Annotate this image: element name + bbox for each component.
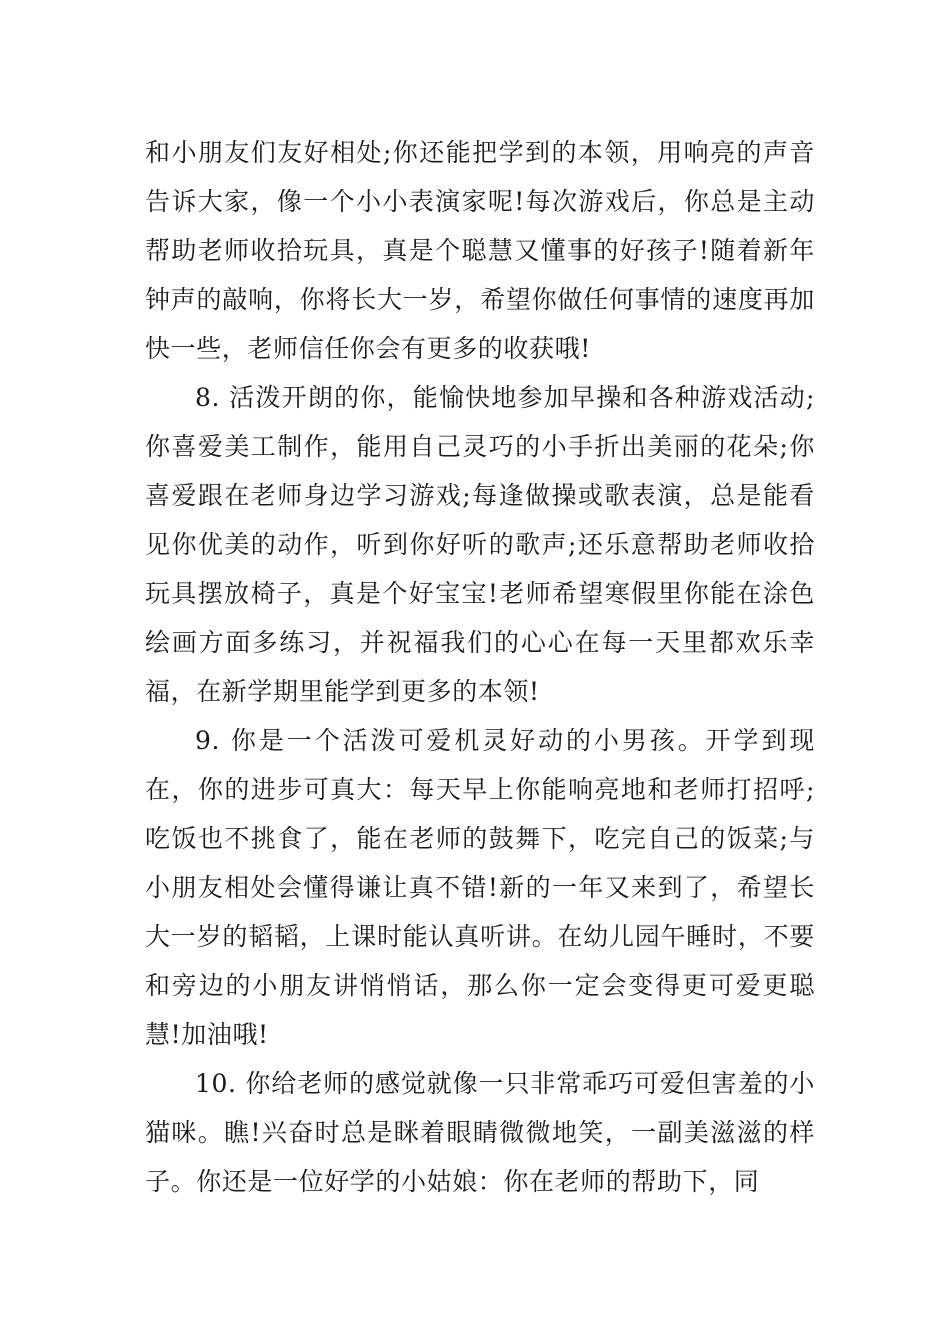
document-body xyxy=(145,128,815,1206)
paragraph-item-9: 9. 你是一个活泼可爱机灵好动的小男孩。开学到现在，你的进步可真大：每天早上你能响亮地和老师打招呼;吃饭也不挑食了，能在老师的鼓舞下，吃完自己的饭菜;与小朋友相处会懂得谦让真不错!新的一年又来到了，希望长大一岁的韬韬，上课时能认真听讲。在幼儿园午睡时，不要和旁边的小朋友讲悄悄话，那么你一定会变得更可爱更聪慧!加油哦! xyxy=(145,726,815,1049)
paragraph-item-10: 10. 你给老师的感觉就像一只非常乖巧可爱但害羞的小猫咪。瞧!兴奋时总是眯着眼睛微微地笑，一副美滋滋的样子。你还是一位好学的小姑娘：你在老师的帮助下，同 xyxy=(145,1069,815,1196)
paragraph-item-8: 8. 活泼开朗的你，能愉快地参加早操和各种游戏活动;你喜爱美工制作，能用自己灵巧的小手折出美丽的花朵;你喜爱跟在老师身边学习游戏;每逢做操或歌表演，总是能看见你优美的动作，听到你好听的歌声;还乐意帮助老师收拾玩具摆放椅子，真是个好宝宝!老师希望寒假里你能在涂色绘画方面多练习，并祝福我们的心心在每一天里都欢乐幸福，在新学期里能学到更多的本领! xyxy=(145,383,815,706)
paragraph-continuation: 和小朋友们友好相处;你还能把学到的本领，用响亮的声音告诉大家，像一个小小表演家呢!每次游戏后，你总是主动帮助老师收拾玩具，真是个聪慧又懂事的好孩子!随着新年钟声的敲响，你将长大一岁，希望你做任何事情的速度再加快一些，老师信任你会有更多的收获哦! xyxy=(145,138,815,363)
